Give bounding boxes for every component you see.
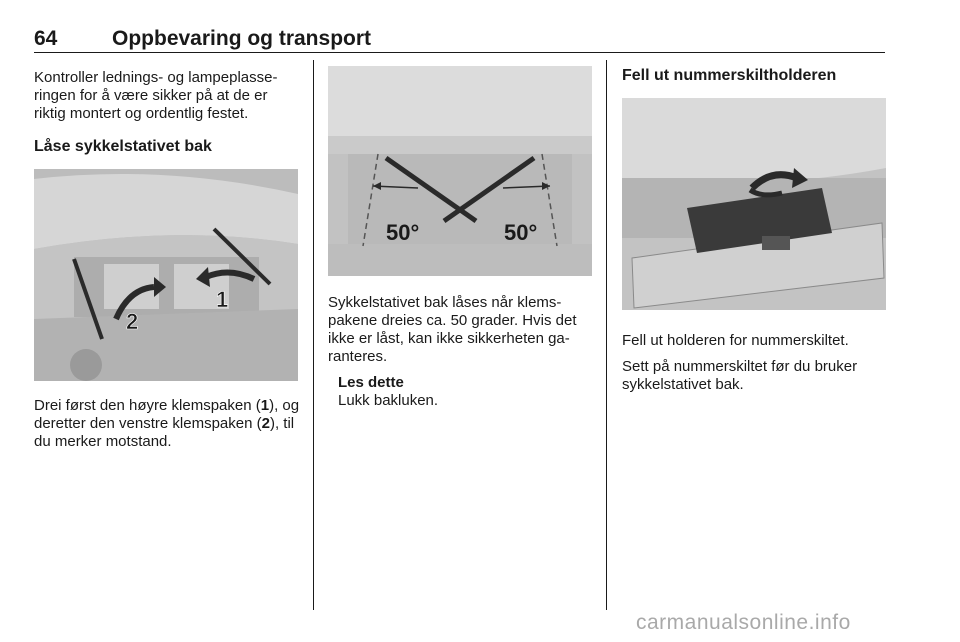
figure-clamp-levers: [34, 169, 298, 381]
column-left: [34, 60, 300, 451]
locking-paragraph: Sykkelstativet bak låses når klems-pakene dreies ca. 50 grader. Hvis det ikke er låst, kan ikke sikkerheten ga-ranteres.: [328, 294, 577, 365]
note-box: [328, 374, 592, 410]
page-number: 64: [34, 27, 58, 50]
section-heading-license-plate: Fell ut nummerskiltholderen: [622, 67, 837, 84]
page-title: Oppbevaring og transport: [112, 27, 372, 50]
column-divider-1: [313, 60, 314, 610]
watermark: carmanualsonline.info: [636, 611, 851, 634]
fold-out-paragraph: Fell ut holderen for nummerskiltet.: [622, 332, 849, 349]
mount-plate-paragraph: Sett på nummerskiltet før du bruker sykkelstativet bak.: [622, 358, 858, 393]
figure-label-1: 1: [216, 287, 229, 312]
instruction-paragraph: Drei først den høyre klemspaken (1), og deretter den venstre klemspaken (2), til du merker motstand.: [34, 397, 300, 450]
section-heading-lock-bike-rack: Låse sykkelstativet bak: [34, 138, 212, 155]
header-divider: [34, 52, 885, 53]
column-right: [622, 60, 886, 394]
angle-label-left: 50°: [386, 220, 420, 245]
column-divider-2: [606, 60, 607, 610]
figure-label-2: 2: [126, 309, 139, 334]
intro-paragraph: Kontroller lednings- og lampeplasse-ringen for å være sikker på at de er riktig montert og ordentlig festet.: [34, 69, 278, 122]
note-text: Lukk bakluken.: [338, 392, 439, 409]
angle-label-right: 50°: [504, 220, 538, 245]
column-middle: [328, 60, 592, 410]
figure-license-plate-holder: [622, 98, 886, 310]
figure-50-degrees: [328, 66, 592, 276]
note-title: Les dette: [338, 374, 404, 391]
